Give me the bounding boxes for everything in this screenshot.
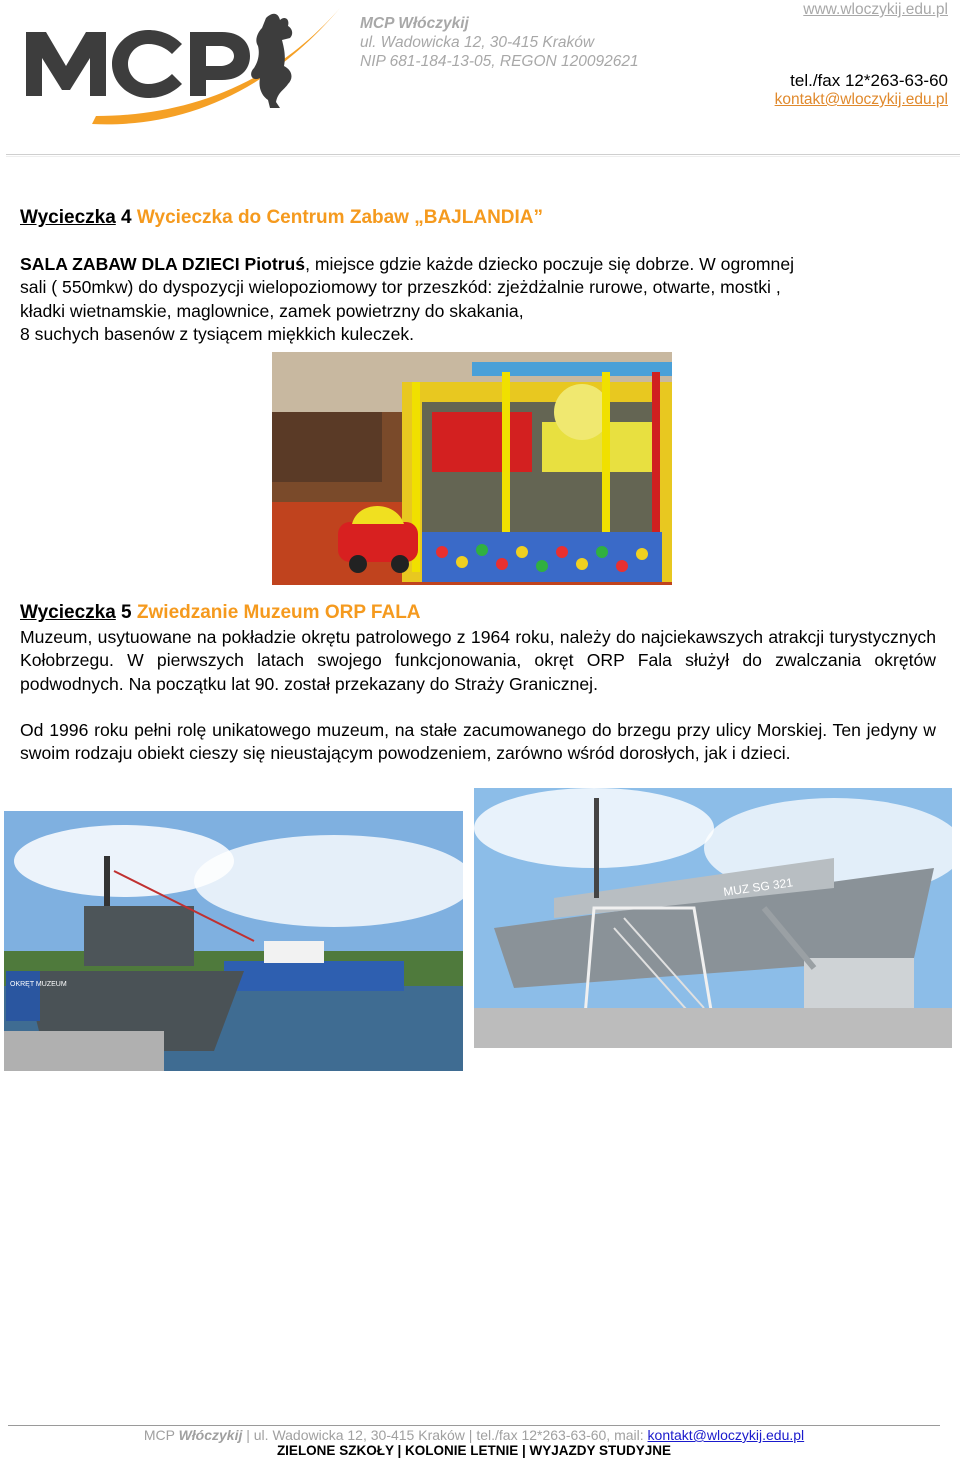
- trip4-description: SALA ZABAW DLA DZIECI Piotruś, miejsce gdzie każde dziecko poczuje się dobrze. W ogromnej sali ( 550mkw) do dyspozycji wielopoziomowy tor przeszkód: zjeżdżalnie rurowe, otwarte, mostki , kładki wietnamskie, maglownice, zamek powietrzny do skakania, 8 suchych basenów z tysiącem miękkich kuleczek.: [20, 254, 795, 344]
- footer-email-link[interactable]: kontakt@wloczykij.edu.pl: [647, 1427, 805, 1443]
- company-address: ul. Wadowicka 12, 30-415 Kraków: [360, 34, 595, 51]
- trip5-paragraph-2: Od 1996 roku pełni rolę unikatowego muzeum, na stałe zacumowanego do brzegu przy ulicy Morskiej. Ten jedyny w swoim rodzaju obiekt cieszy się nieustającym powodzeniem, zarówno wśród dorosłych, jak i dzieci.: [20, 720, 936, 764]
- ship-harbour-photo: [4, 811, 463, 1071]
- ship-label-text: MUZ SG 321: [722, 875, 794, 899]
- company-ids: NIP 681-184-13-05, REGON 120092621: [360, 53, 639, 70]
- trip4-heading: Wycieczka 4 Wycieczka do Centrum Zabaw „BAJLANDIA”: [20, 207, 544, 228]
- header-divider: [6, 154, 960, 155]
- footer-contact: MCP Włóczykij | ul. Wadowicka 12, 30-415 Kraków | tel./fax 12*263-63-60, mail: kontakt@wloczykij.edu.pl: [143, 1427, 805, 1443]
- phone-number: tel./fax 12*263-63-60: [790, 71, 948, 90]
- footer-divider: [8, 1425, 940, 1426]
- website-link[interactable]: www.wloczykij.edu.pl: [803, 1, 948, 18]
- header-contact: [775, 0, 948, 109]
- ship-display-photo: [474, 788, 952, 1048]
- company-logo: [22, 4, 344, 132]
- museum-sign-text: OKRĘT MUZEUM: [10, 981, 67, 988]
- trip5-heading: Wycieczka 5 Zwiedzanie Muzeum ORP FALA: [20, 602, 421, 623]
- trip4-lead: SALA ZABAW DLA DZIECI Piotruś: [20, 254, 306, 274]
- company-name: MCP Włóczykij: [360, 15, 469, 32]
- footer-tagline: ZIELONE SZKOŁY | KOLONIE LETNIE | WYJAZDY STUDYJNE: [276, 1443, 672, 1458]
- header-divider-shadow: [6, 156, 960, 157]
- trip5-paragraph-1: Muzeum, usytuowane na pokładzie okrętu patrolowego z 1964 roku, należy do najciekawszych atrakcji turystycznych Kołobrzegu. W pierwszych latach swojego funkcjonowania, okręt ORP Fala służył do zwalczania okrętów podwodnych. Na początku lat 90. został przekazany do Straży Granicznej.: [20, 627, 936, 694]
- company-info: [360, 14, 639, 71]
- play-center-photo: [272, 352, 672, 585]
- email-link[interactable]: kontakt@wloczykij.edu.pl: [774, 91, 948, 108]
